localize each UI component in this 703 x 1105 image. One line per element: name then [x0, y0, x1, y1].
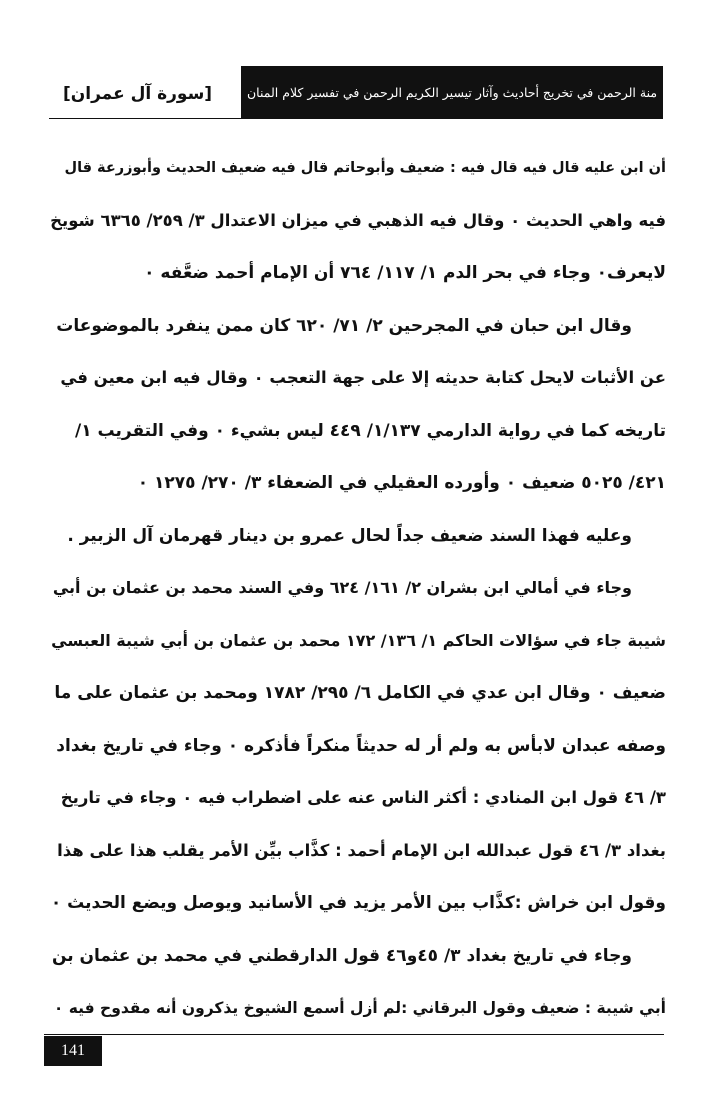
paragraph	[50, 142, 666, 300]
paragraph	[50, 510, 666, 563]
page-number: 141	[44, 1036, 102, 1066]
text-line: فيه واهي الحديث ٠ وقال فيه الذهبي في ميزان الاعتدال ٣/ ٢٥٩/ ٦٣٦٥ شويخ	[50, 210, 666, 230]
text-line: وقول ابن خراش :كذَّاب بين الأمر يزيد في الأسانيد ويوصل ويضع الحديث ٠	[50, 893, 666, 913]
text-line: أبي شيبة : ضعيف وقول البرقاني :لم أزل أسمع الشيوخ يذكرون أنه مقدوح فيه ٠	[53, 999, 666, 1017]
text-line: ضعيف ٠ وقال ابن عدي في الكامل ٦/ ٢٩٥/ ١٧٨٢ ومحمد بن عثمان على ما	[54, 683, 666, 703]
text-line: بغداد ٣/ ٤٦ قول عبدالله ابن الإمام أحمد : كذَّاب بيِّن الأمر يقلب هذا على هذا	[57, 840, 666, 860]
text-line: وقال ابن حبان في المجرحين ٢/ ٧١/ ٦٢٠ كان ممن ينفرد بالموضوعات	[56, 315, 632, 336]
text-line: تاريخه كما في رواية الدارمي ١/١٣٧/ ٤٤٩ ليس بشيء ٠ وفي التقريب ١/	[74, 420, 666, 441]
paragraph	[50, 562, 666, 930]
text-line: لايعرف٠ وجاء في بحر الدم ١/ ١١٧/ ٧٦٤ أن الإمام أحمد ضعَّفه ٠	[144, 263, 666, 283]
text-line: عن الأثبات لايحل كتابة حديثه إلا على جهة التعجب ٠ وقال فيه ابن معين في	[60, 368, 666, 387]
text-line: ٣/ ٤٦ قول ابن المنادي : أكثر الناس عنه على اضطراب فيه ٠ وجاء في تاريخ	[60, 788, 666, 807]
text-line: شيبة جاء في سؤالات الحاكم ١/ ١٣٦/ ١٧٢ محمد بن عثمان بن أبي شيبة العبسي	[51, 630, 666, 650]
text-line: وجاء في أمالي ابن بشران ٢/ ١٦١/ ٦٢٤ وفي السند محمد بن عثمان بن أبي	[52, 578, 632, 597]
book-title: منة الرحمن في تخريج أحاديث وآثار تيسير الكريم الرحمن في تفسير كلام المنان	[246, 84, 658, 100]
text-line: ٤٢١/ ٥٠٢٥ ضعيف ٠ وأورده العقيلي في الضعفاء ٣/ ٢٧٠/ ١٢٧٥ ٠	[137, 473, 666, 493]
page-body	[50, 142, 666, 1035]
text-line: أن ابن عليه قال فيه قال فيه : ضعيف وأبوحاتم قال فيه ضعيف الحديث وأبوزرعة قال	[64, 160, 666, 176]
running-header	[49, 66, 663, 119]
text-line: وعليه فهذا السند ضعيف جداً لحال عمرو بن دينار قهرمان آل الزبير .	[67, 525, 632, 546]
text-line: وصفه عبدان لابأس به ولم أر له حديثاً منكراً فأذكره ٠ وجاء في تاريخ بغداد	[56, 735, 666, 756]
surah-label: [سورة آل عمران]	[63, 84, 213, 104]
book-title-banner	[241, 66, 663, 118]
text-line: وجاء في تاريخ بغداد ٣/ ٤٥و٤٦ قول الدارقطني في محمد بن عثمان بن	[51, 945, 632, 966]
paragraph	[50, 930, 666, 1035]
paragraph	[50, 300, 666, 510]
footer-rule	[44, 1034, 664, 1035]
